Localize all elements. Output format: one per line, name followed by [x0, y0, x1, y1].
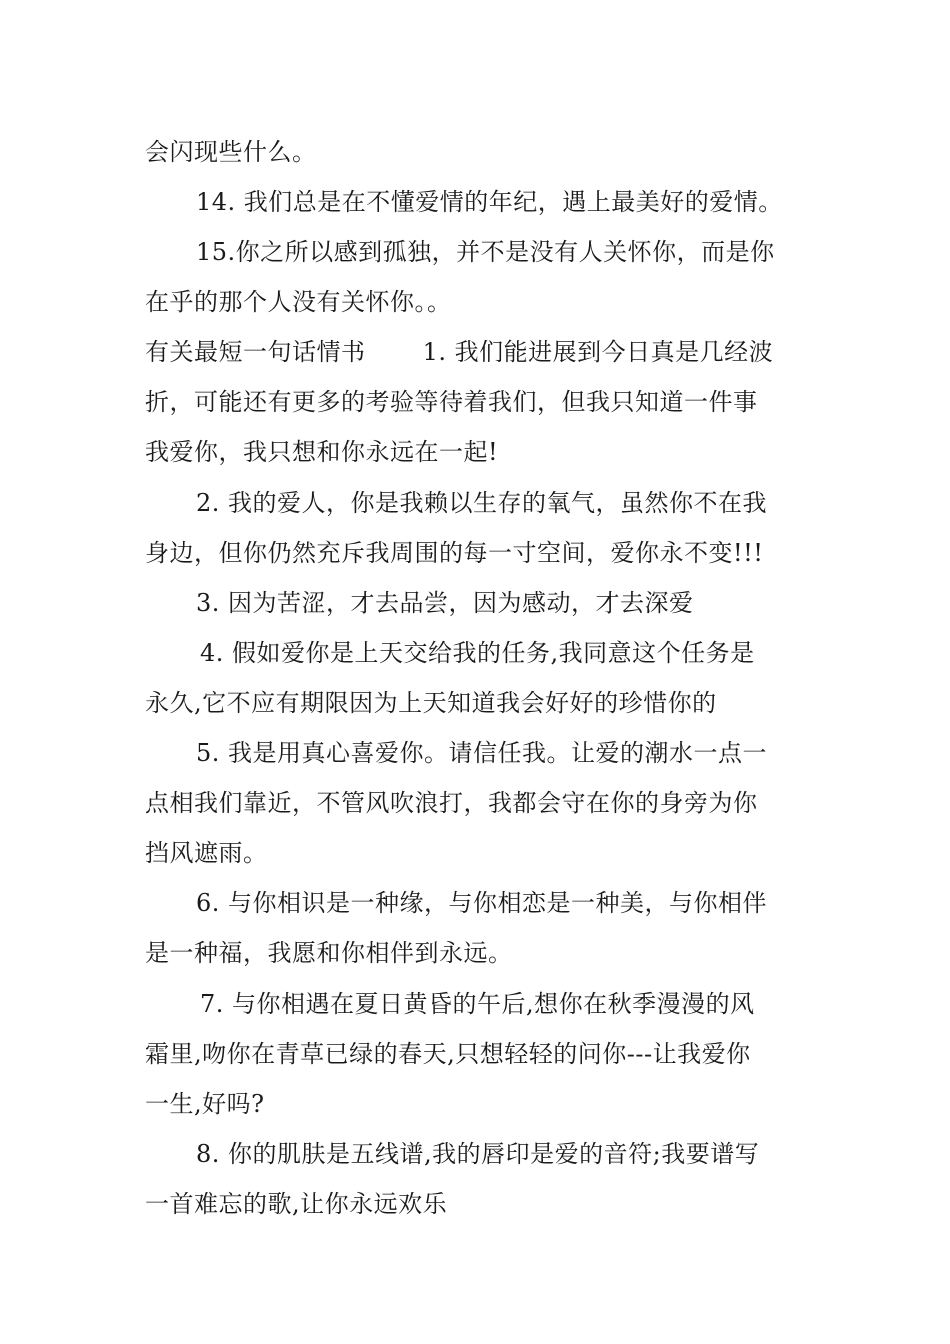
text-line: 挡风遮雨。	[145, 839, 268, 867]
text-line: 永久,它不应有期限因为上天知道我会好好的珍惜你的	[145, 689, 717, 717]
list-item-14: 14. 我们总是在不懂爱情的年纪，遇上最美好的爱情。	[196, 188, 783, 216]
text-line: 我爱你，我只想和你永远在一起!	[145, 438, 499, 466]
list-item-6: 6. 与你相识是一种缘，与你相恋是一种美，与你相伴	[196, 889, 768, 917]
list-item-5: 5. 我是用真心喜爱你。请信任我。让爱的潮水一点一	[196, 739, 768, 767]
text-line: 折，可能还有更多的考验等待着我们，但我只知道一件事	[145, 388, 758, 416]
list-item-2: 2. 我的爱人，你是我赖以生存的氧气，虽然你不在我	[196, 489, 768, 517]
section-heading-line: 有关最短一句话情书 1. 我们能进展到今日真是几经波	[145, 338, 774, 366]
list-item-7: 7. 与你相遇在夏日黄昏的午后,想你在秋季漫漫的风	[200, 990, 755, 1018]
text-line: 在乎的那个人没有关怀你。。	[145, 288, 452, 316]
text-line: 霜里,吻你在青草已绿的春天,只想轻轻的问你---让我爱你	[145, 1040, 751, 1068]
text-line: 一首难忘的歌,让你永远欢乐	[145, 1190, 448, 1218]
list-item-8: 8. 你的肌肤是五线谱,我的唇印是爱的音符;我要谱写	[196, 1140, 760, 1168]
text-line: 身边，但你仍然充斥我周围的每一寸空间，爱你永不变!!!	[145, 539, 764, 567]
list-item-15: 15.你之所以感到孤独，并不是没有人关怀你，而是你	[196, 238, 775, 266]
list-item-4: 4. 假如爱你是上天交给我的任务,我同意这个任务是	[200, 639, 755, 667]
text-line: 是一种福，我愿和你相伴到永远。	[145, 939, 513, 967]
list-item-3: 3. 因为苦涩，才去品尝，因为感动，才去深爱	[196, 589, 694, 617]
text-line: 一生,好吗?	[145, 1090, 265, 1118]
text-line: 点相我们靠近，不管风吹浪打，我都会守在你的身旁为你	[145, 789, 758, 817]
text-line: 会闪现些什么。	[145, 138, 317, 166]
